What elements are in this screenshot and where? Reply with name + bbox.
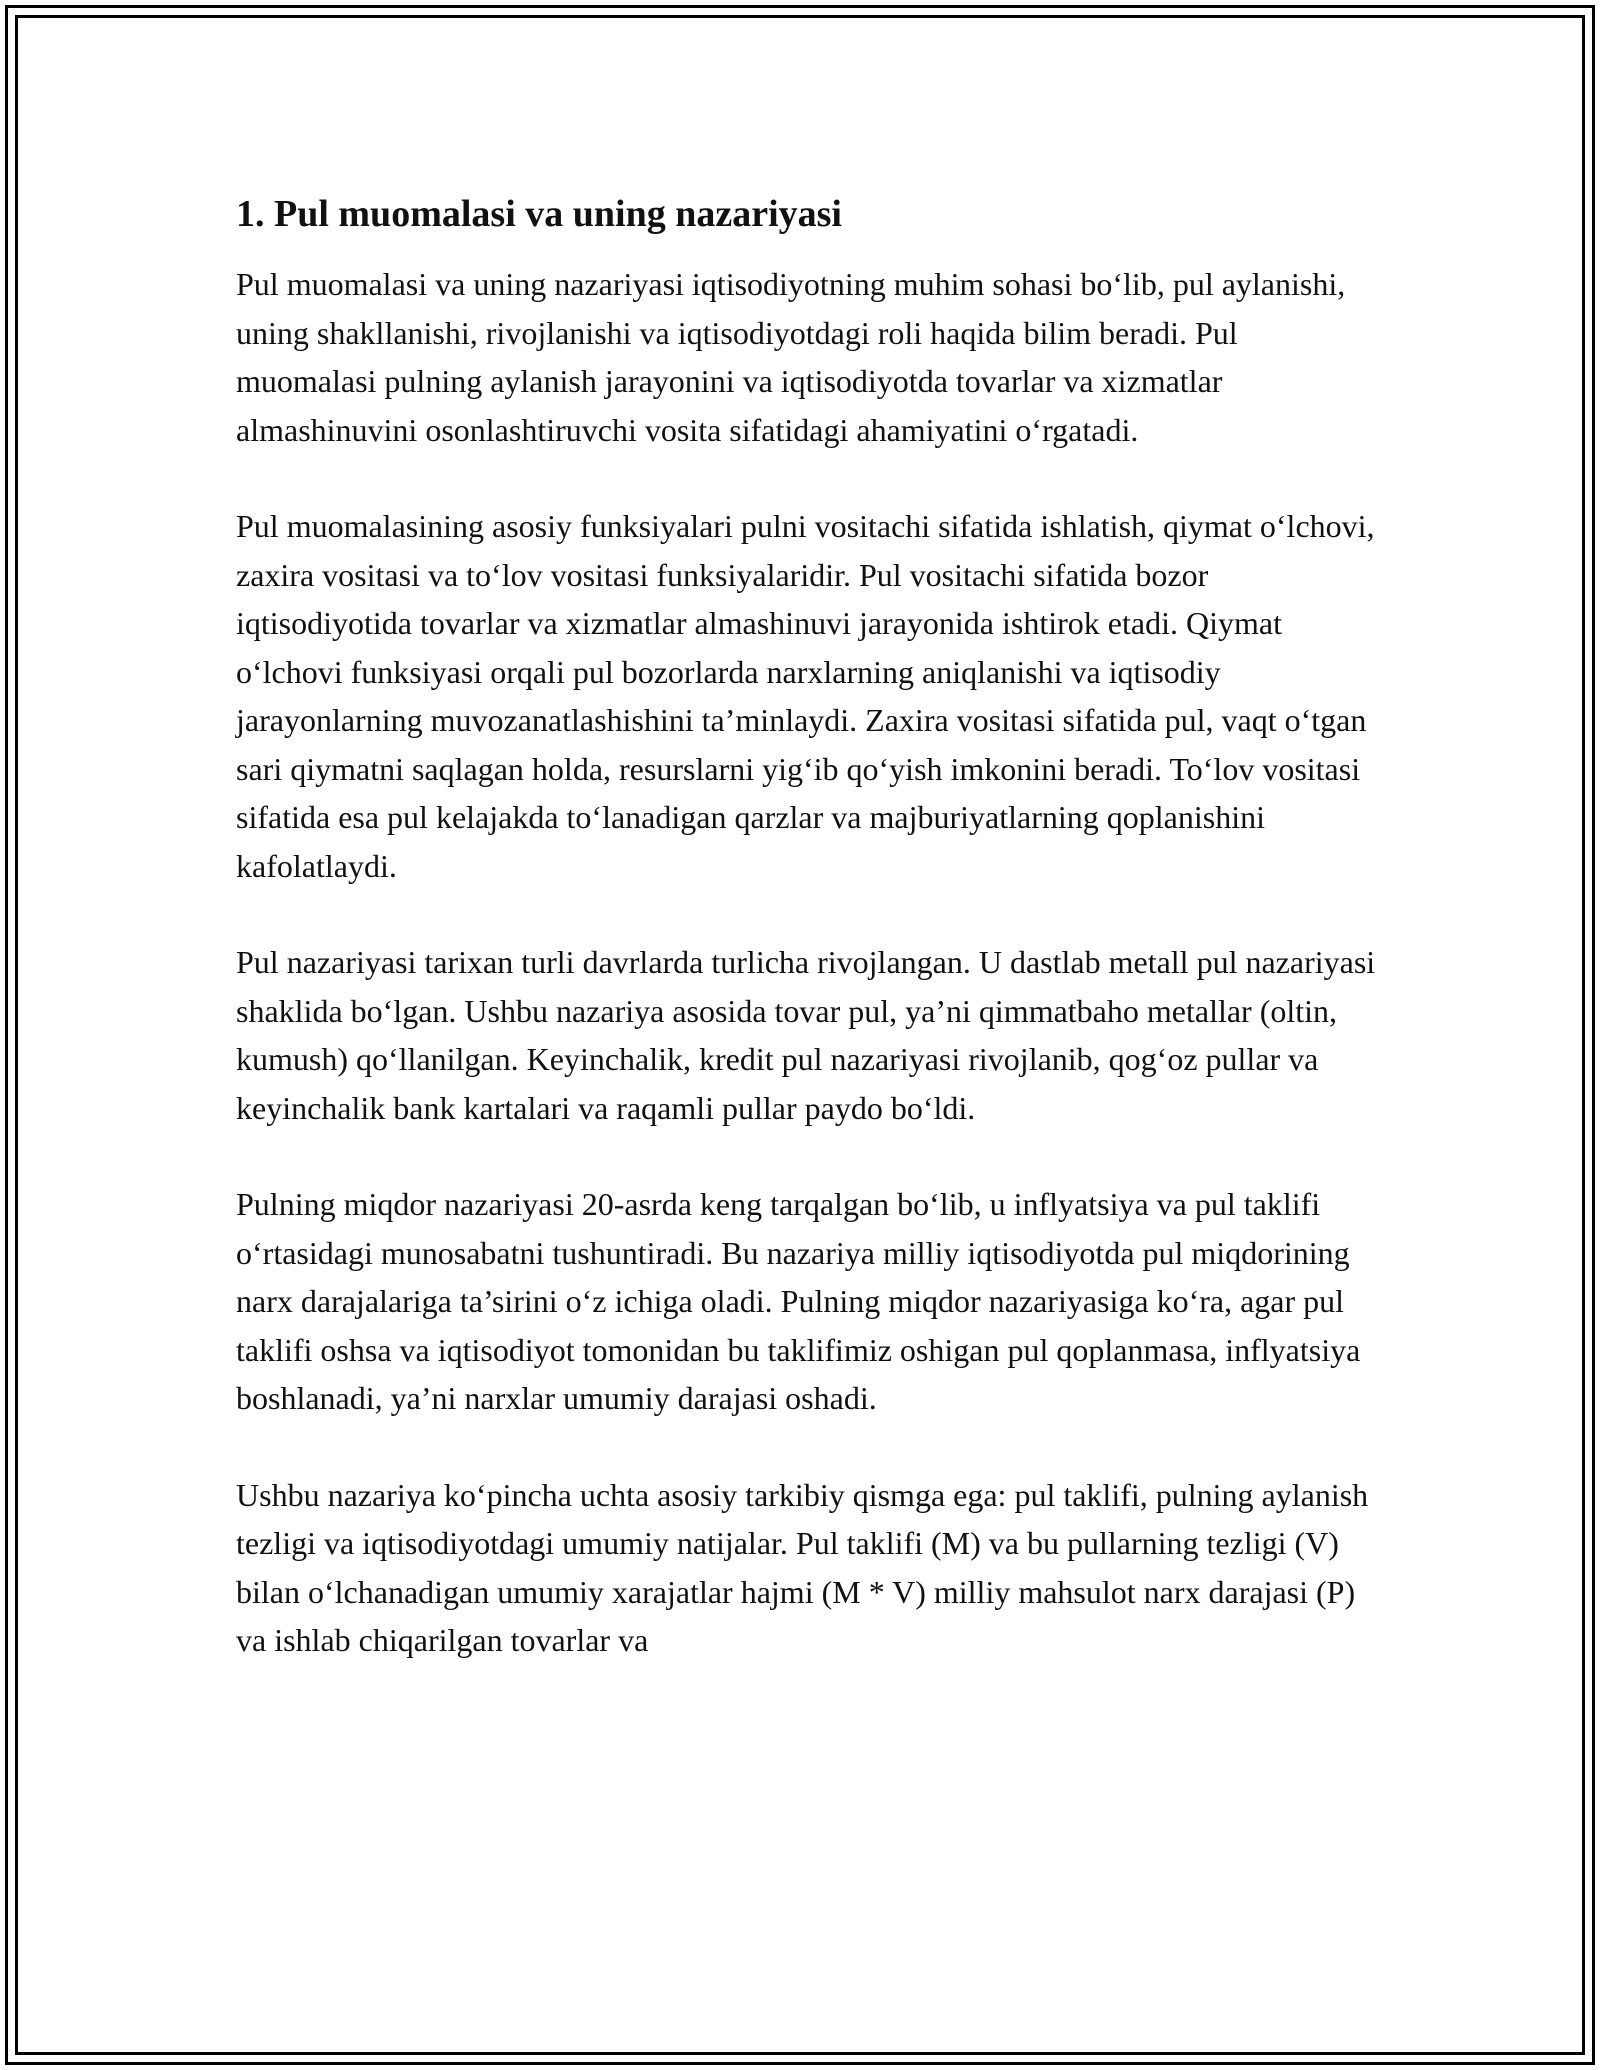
paragraph-2: Pul muomalasining asosiy funksiyalari pulni vositachi sifatida ishlatish, qiymat o‘lchovi, zaxira vositasi va to‘lov vositasi funksiyalaridir. Pul vositachi sifatida bozor iqtisodiyotida tovarlar va xizmatlar almashinuvi jarayonida ishtirok etadi. Qiymat o‘lchovi funksiyasi orqali pul bozorlarda narxlarning aniqlanishi va iqtisodiy jarayonlarning muvozanatlashishini ta’minlaydi. Zaxira vositasi sifatida pul, vaqt o‘tgan sari qiymatni saqlagan holda, resurslarni yig‘ib qo‘yish imkonini beradi. To‘lov vositasi sifatida esa pul kelajakda to‘lanadigan qarzlar va majburiyatlarning qoplanishini kafolatlaydi. <box>236 508 1375 884</box>
paragraph-3: Pul nazariyasi tarixan turli davrlarda turlicha rivojlangan. U dastlab metall pul nazariyasi shaklida bo‘lgan. Ushbu nazariya asosida tovar pul, ya’ni qimmatbaho metallar (oltin, kumush) qo‘llanilgan. Keyinchalik, kredit pul nazariyasi rivojlanib, qog‘oz pullar va keyinchalik bank kartalari va raqamli pullar paydo bo‘ldi. <box>236 944 1376 1126</box>
section-heading: 1. Pul muomalasi va uning nazariyasi <box>236 193 842 235</box>
document-body <box>236 190 1376 1713</box>
paragraph-1: Pul muomalasi va uning nazariyasi iqtisodiyotning muhim sohasi bo‘lib, pul aylanishi, uning shakllanishi, rivojlanishi va iqtisodiyotdagi roli haqida bilim beradi. Pul muomalasi pulning aylanish jarayonini va iqtisodiyotda tovarlar va xizmatlar almashinuvini osonlashtiruvchi vosita sifatidagi ahamiyatini o‘rgatadi. <box>236 266 1346 448</box>
paragraph-4: Pulning miqdor nazariyasi 20-asrda keng tarqalgan bo‘lib, u inflyatsiya va pul taklifi o‘rtasidagi munosabatni tushuntiradi. Bu nazariya milliy iqtisodiyotda pul miqdorining narx darajalariga ta’sirini o‘z ichiga oladi. Pulning miqdor nazariyasiga ko‘ra, agar pul taklifi oshsa va iqtisodiyot tomonidan bu taklifimiz oshigan pul qoplanmasa, inflyatsiya boshlanadi, ya’ni narxlar umumiy darajasi oshadi. <box>236 1186 1361 1416</box>
paragraph-5: Ushbu nazariya ko‘pincha uchta asosiy tarkibiy qismga ega: pul taklifi, pulning aylanish tezligi va iqtisodiyotdagi umumiy natijalar. Pul taklifi (M) va bu pullarning tezligi (V) bilan o‘lchanadigan umumiy xarajatlar hajmi (M * V) milliy mahsulot narx darajasi (P) va ishlab chiqarilgan tovarlar va <box>236 1476 1369 1658</box>
